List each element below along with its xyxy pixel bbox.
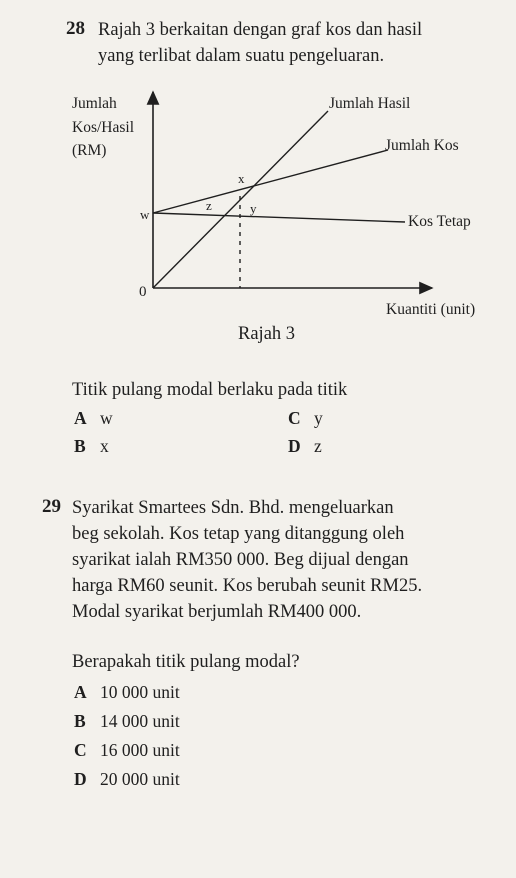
option-text: 20 000 unit <box>100 769 180 789</box>
option-letter: C <box>74 740 87 760</box>
fixed-cost-label: Kos Tetap <box>408 213 471 230</box>
total-revenue-label: Jumlah Hasil <box>329 95 411 112</box>
q28-option-c[interactable] <box>288 408 323 429</box>
option-text: w <box>100 408 113 428</box>
q28-option-b[interactable] <box>74 436 109 457</box>
q29-stem-line-3: syarikat ialah RM350 000. Beg dijual dengan <box>72 550 409 570</box>
q28-option-d[interactable] <box>288 436 322 457</box>
q29-number: 29 <box>42 496 61 517</box>
point-z-label: z <box>206 198 212 213</box>
cost-revenue-graph <box>0 0 516 340</box>
q29-option-c[interactable] <box>74 740 180 761</box>
q29-option-b[interactable] <box>74 711 180 732</box>
fixed-cost-line <box>153 213 405 222</box>
point-w-label: w <box>140 207 150 222</box>
point-y-label: y <box>250 201 257 216</box>
q28-stem-line-1: Rajah 3 berkaitan dengan graf kos dan hasil <box>98 20 423 40</box>
total-cost-label: Jumlah Kos <box>385 137 459 154</box>
point-x-label: x <box>238 171 245 186</box>
q28-question: Titik pulang modal berlaku pada titik <box>72 380 348 400</box>
q28-number: 28 <box>66 18 85 39</box>
option-letter: A <box>74 408 87 428</box>
q29-question: Berapakah titik pulang modal? <box>72 652 300 672</box>
option-letter: B <box>74 436 86 456</box>
figure-caption: Rajah 3 <box>238 324 296 344</box>
q28-stem-line-2: yang terlibat dalam suatu pengeluaran. <box>98 46 385 66</box>
q29-stem-line-2: beg sekolah. Kos tetap yang ditanggung oleh <box>72 524 405 544</box>
q29-option-a[interactable] <box>74 682 180 703</box>
option-letter: B <box>74 711 86 731</box>
option-text: 16 000 unit <box>100 740 180 760</box>
q28-option-a[interactable] <box>74 408 113 429</box>
y-axis-label-line-3: (RM) <box>72 142 107 159</box>
option-text: y <box>314 408 323 428</box>
option-text: z <box>314 436 322 456</box>
option-text: 10 000 unit <box>100 682 180 702</box>
q29-stem-line-1: Syarikat Smartees Sdn. Bhd. mengeluarkan <box>72 498 394 518</box>
option-text: x <box>100 436 109 456</box>
y-axis-label-line-1: Jumlah <box>72 95 117 112</box>
q29-stem-line-5: Modal syarikat berjumlah RM400 000. <box>72 602 362 622</box>
q29-option-d[interactable] <box>74 769 180 790</box>
q29-stem-line-4: harga RM60 seunit. Kos berubah seunit RM25. <box>72 576 423 596</box>
origin-label: 0 <box>139 284 147 300</box>
option-letter: D <box>74 769 87 789</box>
option-letter: D <box>288 436 301 456</box>
y-axis-label-line-2: Kos/Hasil <box>72 119 134 136</box>
x-axis-label: Kuantiti (unit) <box>386 301 476 318</box>
total-cost-line <box>153 150 388 213</box>
option-letter: C <box>288 408 301 428</box>
option-text: 14 000 unit <box>100 711 180 731</box>
option-letter: A <box>74 682 87 702</box>
